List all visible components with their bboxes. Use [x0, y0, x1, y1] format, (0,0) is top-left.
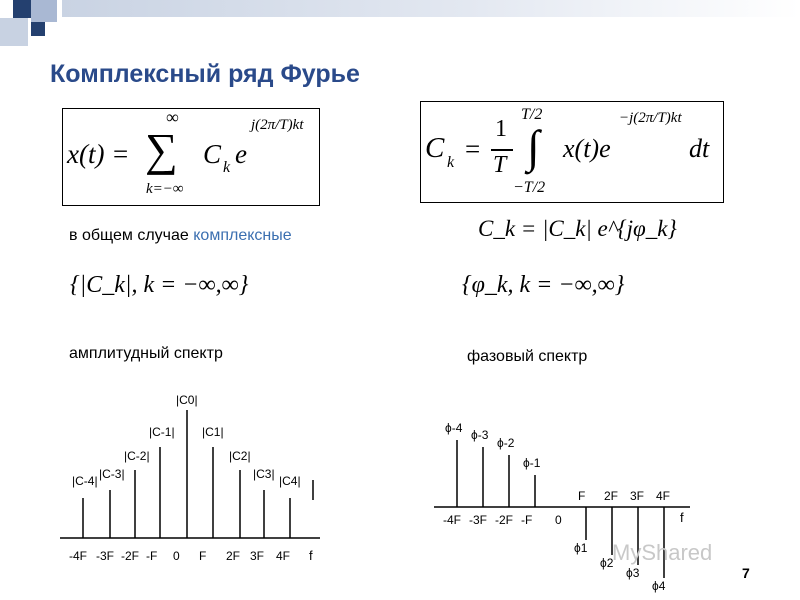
coef-lhs: C [425, 132, 445, 164]
amplitude-bar-label: |C-1| [149, 425, 175, 439]
amplitude-x-tick: 4F [276, 549, 291, 563]
amplitude-bar-label: |C-4| [72, 474, 98, 488]
general-case-accent: комплексные [193, 227, 292, 244]
phase-lower-label: ϕ4 [652, 579, 666, 593]
phase-upper-label: ϕ-3 [471, 428, 489, 442]
phase-x-tick: 4F [656, 489, 671, 503]
series-sum: ∑ [145, 124, 178, 175]
phase-x-tick: -2F [495, 513, 513, 527]
coef-int: ∫ [527, 121, 540, 172]
phase-lower-label: ϕ3 [626, 566, 640, 580]
series-term: C [203, 139, 222, 169]
series-e: e [235, 139, 247, 169]
series-lhs: x(t) = [67, 139, 130, 169]
amplitude-x-tick: -3F [96, 549, 114, 563]
phase-axis-label: f [680, 510, 684, 525]
amplitude-x-tick: -F [146, 549, 158, 563]
series-sub: k [223, 159, 231, 176]
coef-eq: = [465, 134, 481, 164]
phase-spectrum-label: фазовый спектр [467, 348, 588, 365]
slide-title: Комплексный ряд Фурье [50, 60, 360, 88]
amplitude-bar-label: |C-3| [99, 467, 125, 481]
page-number: 7 [742, 565, 750, 581]
amplitude-axis-label: f [309, 548, 313, 563]
phase-x-tick: 3F [630, 489, 645, 503]
phase-lower-label: ϕ1 [574, 541, 588, 555]
polar-formula: C_k = |C_k| e^{jφ_k} [478, 216, 677, 241]
coef-lower: −T/2 [513, 179, 546, 196]
phase-set-formula: {φ_k, k = −∞,∞} [462, 272, 625, 298]
series-exp: j(2π/T)kt [251, 117, 304, 133]
series-upper: ∞ [166, 107, 179, 127]
general-case-prefix: в общем случае [69, 227, 194, 244]
phase-x-tick: -3F [469, 513, 487, 527]
watermark: MyShared [612, 540, 713, 565]
coef-dt: dt [689, 134, 710, 163]
phase-lower-label: ϕ2 [600, 556, 614, 570]
amplitude-x-tick: -4F [69, 549, 87, 563]
coef-one: 1 [495, 116, 507, 142]
phase-upper-label: ϕ-2 [497, 436, 515, 450]
series-lower: k=−∞ [146, 181, 184, 197]
amplitude-spectrum-label: амплитудный спектр [69, 345, 223, 362]
amplitude-set-formula: {|C_k|, k = −∞,∞} [70, 272, 249, 298]
amplitude-x-tick: F [199, 549, 207, 563]
phase-x-tick: 2F [604, 489, 619, 503]
amplitude-bar-label: |C-2| [124, 449, 150, 463]
phase-x-tick: F [578, 489, 586, 503]
phase-x-tick: -4F [443, 513, 461, 527]
coef-T: T [493, 152, 507, 178]
coef-upper: T/2 [521, 106, 543, 123]
amplitude-x-tick: -2F [121, 549, 139, 563]
amplitude-x-tick: 0 [173, 549, 180, 563]
phase-upper-label: ϕ-4 [445, 421, 463, 435]
amplitude-bar-label: |C2| [229, 449, 251, 463]
amplitude-x-tick: 3F [250, 549, 265, 563]
amplitude-x-tick: 2F [226, 549, 241, 563]
amplitude-bar-label: |C0| [176, 393, 198, 407]
amplitude-bar-label: |C1| [202, 425, 224, 439]
phase-x-tick: -F [521, 513, 533, 527]
amplitude-bar-label: |C3| [253, 467, 275, 481]
amplitude-bar-label: |C4| [279, 474, 301, 488]
phase-upper-label: ϕ-1 [523, 456, 541, 470]
coef-body: x(t)e [563, 134, 611, 163]
coef-exp: −j(2π/T)kt [619, 110, 682, 126]
coef-sub: k [447, 154, 455, 171]
phase-zero-tick: 0 [555, 513, 562, 527]
